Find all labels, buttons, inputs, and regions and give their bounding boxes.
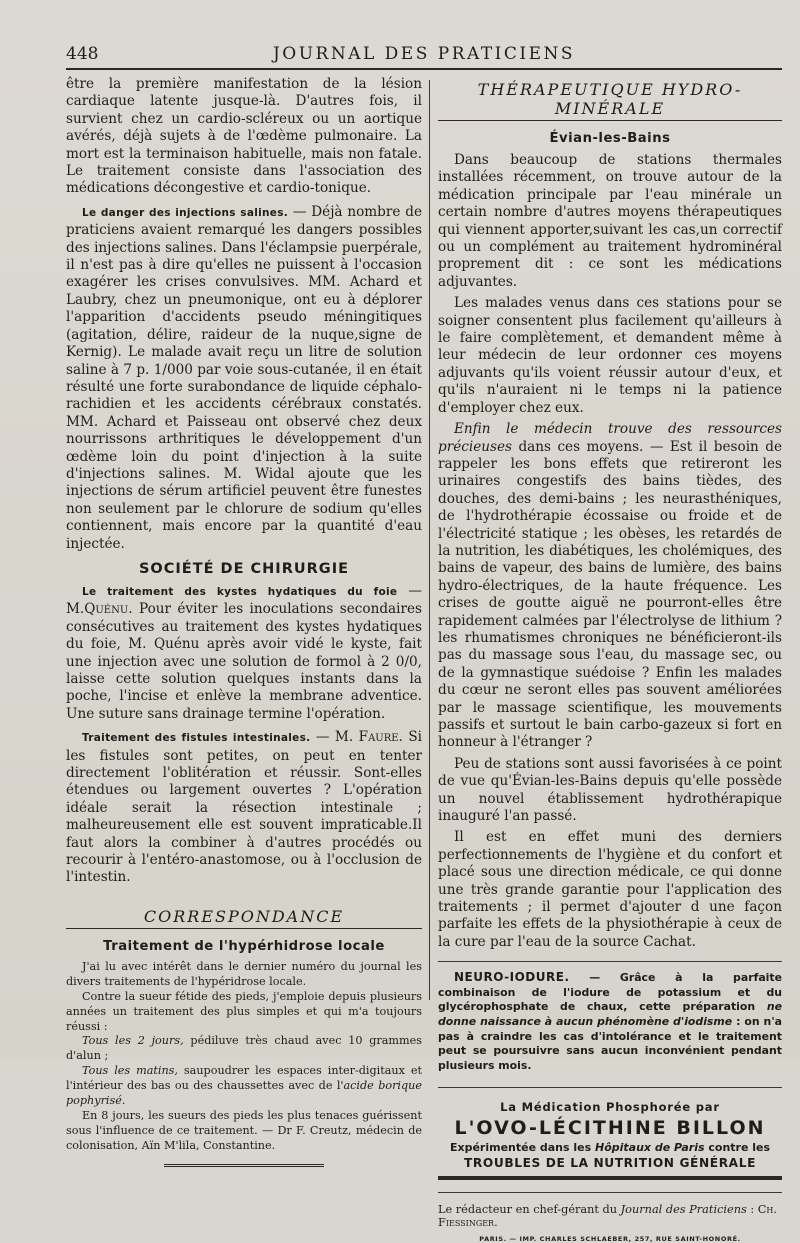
advert-ovo-line3-a: Expérimentée dans les: [449, 1141, 595, 1155]
advert-text-c: : on n'a pas à craindre les cas d'intolérance et le traitement peut se poursuivre sans aucun inconvénient pendant plusieurs mois.: [438, 1015, 782, 1072]
section-title-correspondence: CORRESPONDANCE: [66, 903, 422, 929]
paragraph-saline-injections: [66, 204, 422, 553]
advert-heavy-rule: [438, 1176, 782, 1180]
letter-paragraph-1: J'ai lu avec intérêt dans le dernier numéro du journal les divers traitements de l'hypéridrose locale.: [66, 959, 422, 988]
advert-neuro-iodure-text: [438, 970, 782, 1073]
section-title-hydrotherapy: THÉRAPEUTIQUE HYDRO-MINÉRALE: [438, 76, 782, 121]
left-column: [66, 76, 422, 1169]
advert-neuro-iodure-lead: NEURO-IODURE.: [454, 970, 570, 985]
author-quenu: —M.Quénu.: [66, 582, 422, 618]
paragraph-stations: Dans beaucoup de stations thermales installées récemment, on trouve autour de la médication principale par l'eau minérale un certain nombre d'autres moyens thérapeutiques qui viennent apporter,suivant les cas,un correctif ou un complément au traitement hydrominéral proprement dit : ce sont les médications adjuvantes.: [438, 152, 782, 290]
letter-paragraph-5: En 8 jours, les sueurs des pieds les plus tenaces guérissent sous l'influence de ce traitement. — Dr F. Creutz, médecin de colonisation, Aïn M'lila, Constantine.: [66, 1108, 422, 1152]
header-rule: [66, 68, 782, 70]
advert-ovo-line3-c: contre les: [704, 1141, 771, 1155]
journal-title: JOURNAL DES PRATICIENS: [272, 44, 576, 64]
section-subtitle-evian: Évian-les-Bains: [549, 131, 671, 146]
advert-ovo-line1: La Médication Phosphorée par: [500, 1100, 720, 1115]
printer-imprint: PARIS. — IMP. CHARLES SCHLAEBER, 257, RUE SAINT-HONORÉ.: [479, 1235, 741, 1243]
editor-footer: [438, 1192, 782, 1229]
correspondence-letter: [66, 960, 422, 1154]
letter-italic-2: Tous les matins,: [82, 1064, 178, 1078]
paragraph-hydatid-cysts: [66, 583, 422, 723]
column-divider: [429, 80, 430, 1000]
letter-paragraph-2: Contre la sueur fétide des pieds, j'emploie depuis plusieurs années un traitement des plus simples et qui m'a toujours réussi :: [66, 989, 422, 1033]
footer-editor: : Ch. Fiessinger.: [438, 1203, 777, 1230]
advert-ovo-lecithine: [438, 1087, 782, 1180]
advert-text-a: — Grâce à la parfaite combinaison de l'iodure de potassium et du glycérophosphate de chaux, cette préparation: [438, 971, 782, 1014]
letter-italic-1: Tous les 2 jours,: [82, 1034, 184, 1048]
footer-journal: Journal des Praticiens: [620, 1203, 747, 1217]
paragraph-resources: [438, 421, 782, 752]
paragraph-resources-text: dans ces moyens. — Est il besoin de rappeler les bons effets que retireront les urinaires congestifs des bains tièdes, des douches, des demi-bains ; les neurasthéniques, de l'hydrothérapie écossaise ou froide et de l'électricité statique ; les obèses, les retardés de la nutrition, les diabétiques, les cholémiques, des bains de vapeur, des bains de lumière, des bains hydro-électriques, de la haute fréquence. Les crises de goutte aiguë ne pourront-elles être rapidement calmées par l'électrolyse de lithium ? les rhumatismes chroniques ne bénéficieront-ils pas du massage sous l'eau, du massage sec, ou de la gymnastique suédoise ? Enfin les malades du cœur ne seront elles pas souvent améliorées par le massage scientifique, les mouvements passifs et surtout le bain carbo-gazeux si fort en honneur à l'étranger ?: [438, 438, 782, 751]
section-title-surgery: SOCIÉTÉ DE CHIRURGIE: [138, 560, 350, 577]
right-column: [438, 76, 782, 1243]
letter-text-3: pédiluve très chaud avec 10 grammes d'alun ;: [66, 1034, 423, 1063]
end-rule: [164, 1164, 324, 1169]
paragraph-evian: Peu de stations sont aussi favorisées à ce point de vue qu'Évian-les-Bains depuis qu'elle possède un nouvel établissement hydrothérapique inauguré l'an passé.: [438, 755, 782, 825]
paragraph-patients: Les malades venus dans ces stations pour se soigner consentent plus facilement qu'ailleurs à le faire complètement, et demandent même à leur médecin de leur ordonner ces moyens adjuvants qu'ils voient réussir autour d'eux, et qu'ils n'auraient ni le temps ni la patience d'employer chez eux.: [438, 295, 782, 416]
paragraph-saline-text: — Déjà nombre de praticiens avaient remarqué les dangers possibles des injections salines. Dans l'éclampsie puerpérale, il n'est pas à dire qu'elles ne puissent à l'occasion exagérer les crises convulsives. MM. Achard et Laubry, chez un pneumonique, ont eu à déplorer l'apparition d'accidents pseudo méningitiques (agitation, délire, raideur de la nuque,signe de Kernig). Le malade avait reçu un litre de solution saline à 7 p. 1/000 par voie sous-cutanée, il en était résulté une forte surabondance de liquide céphalo-rachidien et les accidents cérébraux constatés. MM. Achard et Paisseau ont observé chez deux nourrissons arthritiques le développement d'un œdème loin du point d'injection à la suite d'injections salines. M. Widal ajoute que les injections de sérum artificiel peuvent être funestes non seulement par le chlorure de sodium qu'elles contiennent, mais encore par la quantité d'eau injectée.: [66, 203, 422, 552]
page-number: 448: [66, 44, 99, 64]
letter-paragraph-4: [66, 1064, 422, 1109]
footer-a: Le rédacteur en chef-gérant du: [438, 1203, 621, 1217]
paragraph-fistulas: [66, 729, 422, 887]
italic-resources: Enfin le médecin trouve des ressources précieuses: [438, 421, 782, 455]
advert-ovo-brand: L'OVO-LÉCITHINE BILLON: [454, 1117, 766, 1140]
page-header: [66, 42, 782, 66]
advert-ovo-line3-b: Hôpitaux de Paris: [594, 1141, 705, 1155]
runin-heading-cysts: Le traitement des kystes hydatiques du foie: [82, 585, 398, 598]
advert-text-italic: ne donne naissance à aucun phénomène d'iodisme: [438, 1000, 782, 1029]
letter-text-4: saupoudrer les espaces inter-digitaux et l'intérieur des bas ou des chaussettes avec de l': [66, 1064, 423, 1093]
runin-heading-fistulas: Traitement des fistules intestinales.: [82, 732, 311, 745]
paragraph-cysts-text: Pour éviter les inoculations secondaires consécutives au traitement des kystes hydatiques du foie, M. Quénu après avoir vidé le kyste, fait une injection avec une solution de formol à 2 0/0, laisse cette solution quelques instants dans la poche, l'incise et enlève la membrane adventice. Une suture sans drainage termine l'opération.: [66, 601, 422, 722]
paragraph-establishment: Il est en effet muni des derniers perfectionnements de l'hygiène et du confort et placé sous une direction médicale, ce qui donne une très grande garantie pour l'application des traitements ; il permet d'ajouter d une façon parfaite les effets de la physiothérapie à ceux de la cure par l'eau de la source Cachat.: [438, 829, 782, 950]
advert-neuro-iodure: [438, 961, 782, 1073]
runin-heading-saline: Le danger des injections salines.: [82, 206, 289, 219]
advert-ovo-line4: TROUBLES DE LA NUTRITION GÉNÉRALE: [463, 1156, 757, 1171]
paragraph-fistulas-text: Si les fistules sont petites, on peut en tenter directement l'oblitération et réussir. Sont-elles étendues ou largement ouvertes ? L'opération idéale serait la résection intestinale ; malheureusement elle est souvent impraticable.Il faut alors la combiner à d'autres procédés ou recourir à l'entéro-anastomose, ou à l'occlusion de l'intestin.: [66, 729, 422, 886]
paragraph-cardiac: être la première manifestation de la lésion cardiaque latente jusque-là. D'autres fois, il survient chez un cardio-scléreux ou un aortique avérés, déjà sujets à de l'œdème pulmonaire. La mort est la terminaison habituelle, mais non fatale. Le traitement consiste dans l'association des médications décongestive et cardio-tonique.: [66, 76, 422, 197]
correspondence-subtitle: Traitement de l'hypérhidrose locale: [103, 938, 385, 954]
author-faure: — M. Faure.: [310, 729, 403, 746]
letter-paragraph-3: [66, 1034, 422, 1064]
advert-ovo-line3: [438, 1141, 782, 1154]
letter-italic-3: acide borique pophyrisé.: [66, 1079, 423, 1108]
